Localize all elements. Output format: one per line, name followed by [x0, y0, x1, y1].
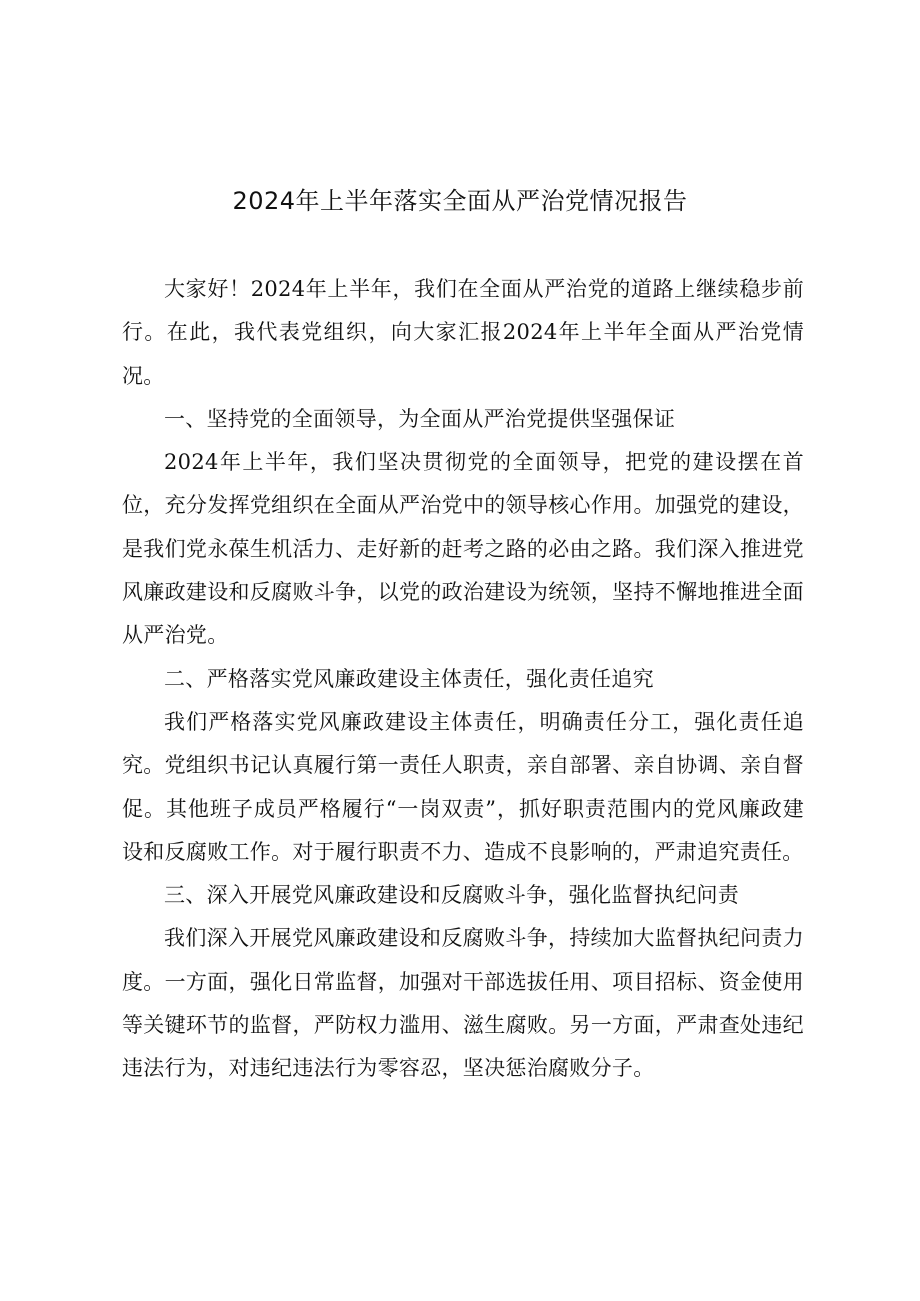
section-heading-3: 三、深入开展党风廉政建设和反腐败斗争，强化监督执纪问责: [164, 883, 740, 908]
document-title: 2024年上半年落实全面从严治党情况报告: [232, 187, 688, 215]
intro-paragraph: 大家好！2024年上半年，我们在全面从严治党的道路上继续稳步前行。在此，我代表党组织，向大家汇报2024年上半年全面从严治党情况。: [122, 277, 804, 388]
section-paragraph-1: 2024年上半年，我们坚决贯彻党的全面领导，把党的建设摆在首位，充分发挥党组织在全面从严治党中的领导核心作用。加强党的建设，是我们党永葆生机活力、走好新的赶考之路的必由之路。我们深入推进党风廉政建设和反腐败斗争，以党的政治建设为统领，坚持不懈地推进全面从严治党。: [122, 450, 804, 648]
section-heading-1: 一、坚持党的全面领导，为全面从严治党提供坚强保证: [164, 406, 676, 431]
document-body: [122, 268, 804, 1091]
section-paragraph-2: 我们严格落实党风廉政建设主体责任，明确责任分工，强化责任追究。党组织书记认真履行第一责任人职责，亲自部署、亲自协调、亲自督促。其他班子成员严格履行“一岗双责”，抓好职责范围内的党风廉政建设和反腐败工作。对于履行职责不力、造成不良影响的，严肃追究责任。: [122, 709, 804, 864]
section-heading-2: 二、严格落实党风廉政建设主体责任，强化责任追究: [164, 666, 654, 691]
section-paragraph-3: 我们深入开展党风廉政建设和反腐败斗争，持续加大监督执纪问责力度。一方面，强化日常监督，加强对干部选拔任用、项目招标、资金使用等关键环节的监督，严防权力滥用、滋生腐败。另一方面，严肃查处违纪违法行为，对违纪违法行为零容忍，坚决惩治腐败分子。: [122, 926, 804, 1081]
